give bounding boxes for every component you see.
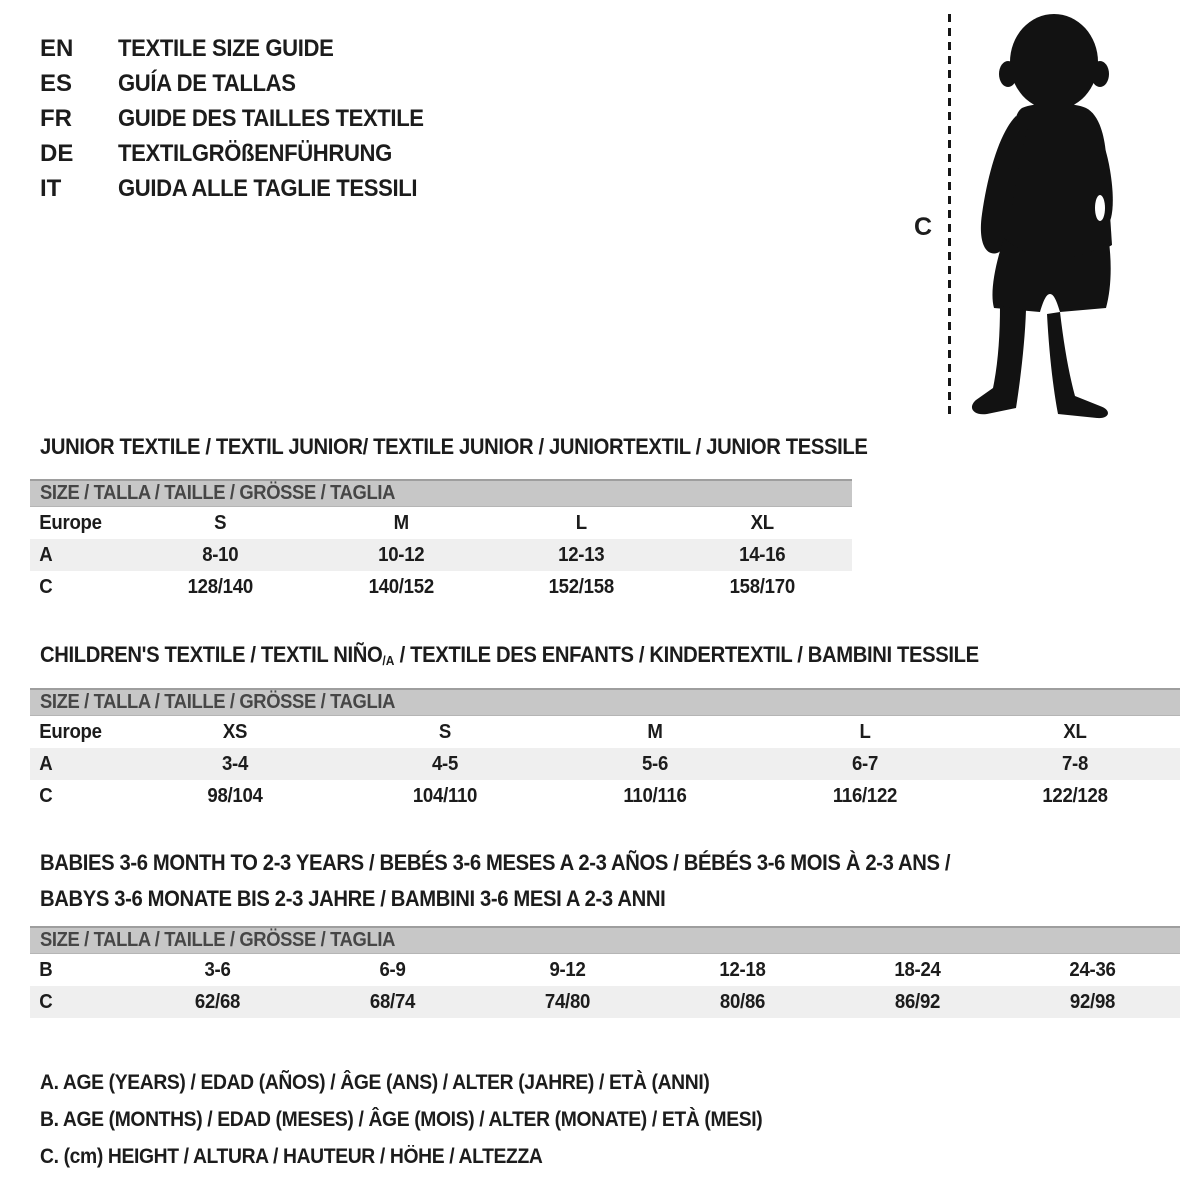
junior-row-europe xyxy=(30,507,852,539)
language-code: ES xyxy=(40,69,73,97)
babies-section-heading: BABIES 3-6 MONTH TO 2-3 YEARS / BEBÉS 3-6 MESES A 2-3 AÑOS / BÉBÉS 3-6 MOIS À 2-3 ANS / BABYS 3-6 MONATE BIS 2-3 JAHRE / BAMBINI 3-6 MESI A 2-3 ANNI xyxy=(40,850,951,911)
table-cell: 128/140 xyxy=(187,575,253,598)
table-cell: 24-36 xyxy=(1069,958,1116,981)
table-cell: 86/92 xyxy=(894,990,941,1013)
table-cell: 4-5 xyxy=(431,752,459,775)
babies-row-age-months xyxy=(30,954,1180,986)
table-cell: 6-9 xyxy=(379,958,406,981)
row-label: C xyxy=(39,784,53,807)
height-measure-label: C xyxy=(914,213,933,241)
babies-size-table xyxy=(30,926,1180,1018)
table-cell: S xyxy=(214,511,227,534)
row-label: B xyxy=(39,958,53,981)
guide-title-it: GUIDA ALLE TAGLIE TESSILI xyxy=(118,174,418,202)
size-header-bar: SIZE / TALLA / TAILLE / GRÖSSE / TAGLIA xyxy=(30,479,852,507)
language-row-en xyxy=(40,31,450,66)
language-row-de xyxy=(40,136,450,171)
table-cell: 74/80 xyxy=(544,990,591,1013)
table-cell: 14-16 xyxy=(738,543,785,566)
table-cell: 110/116 xyxy=(623,784,687,807)
children-size-table xyxy=(30,688,1180,812)
guide-title-fr: GUIDE DES TAILLES TEXTILE xyxy=(118,104,424,132)
table-cell: 3-4 xyxy=(221,752,249,775)
row-label: C xyxy=(39,575,53,598)
language-row-it xyxy=(40,171,450,206)
size-header-bar: SIZE / TALLA / TAILLE / GRÖSSE / TAGLIA xyxy=(30,688,1180,716)
language-row-fr xyxy=(40,101,450,136)
size-header-bar: SIZE / TALLA / TAILLE / GRÖSSE / TAGLIA xyxy=(30,926,1180,954)
table-cell: 6-7 xyxy=(851,752,879,775)
guide-title-en: TEXTILE SIZE GUIDE xyxy=(118,34,334,62)
table-cell: 18-24 xyxy=(894,958,941,981)
table-cell: 62/68 xyxy=(194,990,241,1013)
language-legend xyxy=(40,31,450,206)
language-code: DE xyxy=(40,139,74,167)
guide-title-de: TEXTILGRÖßENFÜHRUNG xyxy=(118,139,392,167)
table-cell: 158/170 xyxy=(729,575,795,598)
row-label: Europe xyxy=(39,511,102,534)
babies-row-height xyxy=(30,986,1180,1018)
table-cell: 116/122 xyxy=(832,784,898,807)
toddler-silhouette-icon xyxy=(962,10,1142,420)
children-row-height xyxy=(30,780,1180,812)
junior-size-table xyxy=(30,479,852,603)
table-cell: 8-10 xyxy=(202,543,239,566)
nino-a-subscript: /A xyxy=(382,653,395,668)
children-row-age xyxy=(30,748,1180,780)
legend-notes xyxy=(40,1064,825,1175)
table-cell: 104/110 xyxy=(412,784,478,807)
row-label: C xyxy=(39,990,53,1013)
table-cell: M xyxy=(647,720,663,743)
table-cell: 3-6 xyxy=(204,958,231,981)
children-section-heading: CHILDREN'S TEXTILE / TEXTIL NIÑO/A / TEXTILE DES ENFANTS / KINDERTEXTIL / BAMBINI TESSILE xyxy=(40,642,979,668)
table-cell: 140/152 xyxy=(368,575,434,598)
note-age-months: B. AGE (MONTHS) / EDAD (MESES) / ÂGE (MOIS) / ALTER (MONATE) / ETÀ (MESI) xyxy=(40,1107,763,1131)
table-cell: 12-18 xyxy=(719,958,766,981)
table-cell: M xyxy=(393,511,409,534)
table-cell: 92/98 xyxy=(1069,990,1116,1013)
row-label: A xyxy=(39,752,53,775)
row-label: Europe xyxy=(39,720,102,743)
junior-row-height xyxy=(30,571,852,603)
table-cell: 98/104 xyxy=(207,784,263,807)
table-cell: 12-13 xyxy=(558,543,605,566)
guide-title-es: GUÍA DE TALLAS xyxy=(118,69,296,97)
note-age-years: A. AGE (YEARS) / EDAD (AÑOS) / ÂGE (ANS) / ALTER (JAHRE) / ETÀ (ANNI) xyxy=(40,1070,710,1094)
table-cell: XL xyxy=(1063,720,1087,743)
junior-section-heading: JUNIOR TEXTILE / TEXTIL JUNIOR/ TEXTILE JUNIOR / JUNIORTEXTIL / JUNIOR TESSILE xyxy=(40,434,868,459)
language-code: IT xyxy=(40,174,62,202)
table-cell: 9-12 xyxy=(549,958,586,981)
table-cell: 152/158 xyxy=(548,575,614,598)
note-height-cm: C. (cm) HEIGHT / ALTURA / HAUTEUR / HÖHE / ALTEZZA xyxy=(40,1144,543,1168)
table-cell: 5-6 xyxy=(641,752,669,775)
table-cell: XS xyxy=(222,720,248,743)
table-cell: L xyxy=(859,720,871,743)
table-cell: XL xyxy=(750,511,774,534)
language-row-es xyxy=(40,66,450,101)
table-cell: 10-12 xyxy=(377,543,424,566)
height-measure-dashed-line xyxy=(948,14,951,416)
row-label: A xyxy=(39,543,53,566)
children-row-europe xyxy=(30,716,1180,748)
junior-row-age xyxy=(30,539,852,571)
table-cell: S xyxy=(438,720,452,743)
language-code: EN xyxy=(40,34,74,62)
table-cell: L xyxy=(575,511,587,534)
table-cell: 7-8 xyxy=(1061,752,1089,775)
language-code: FR xyxy=(40,104,72,132)
table-cell: 68/74 xyxy=(369,990,416,1013)
table-cell: 122/128 xyxy=(1042,784,1108,807)
table-cell: 80/86 xyxy=(719,990,766,1013)
